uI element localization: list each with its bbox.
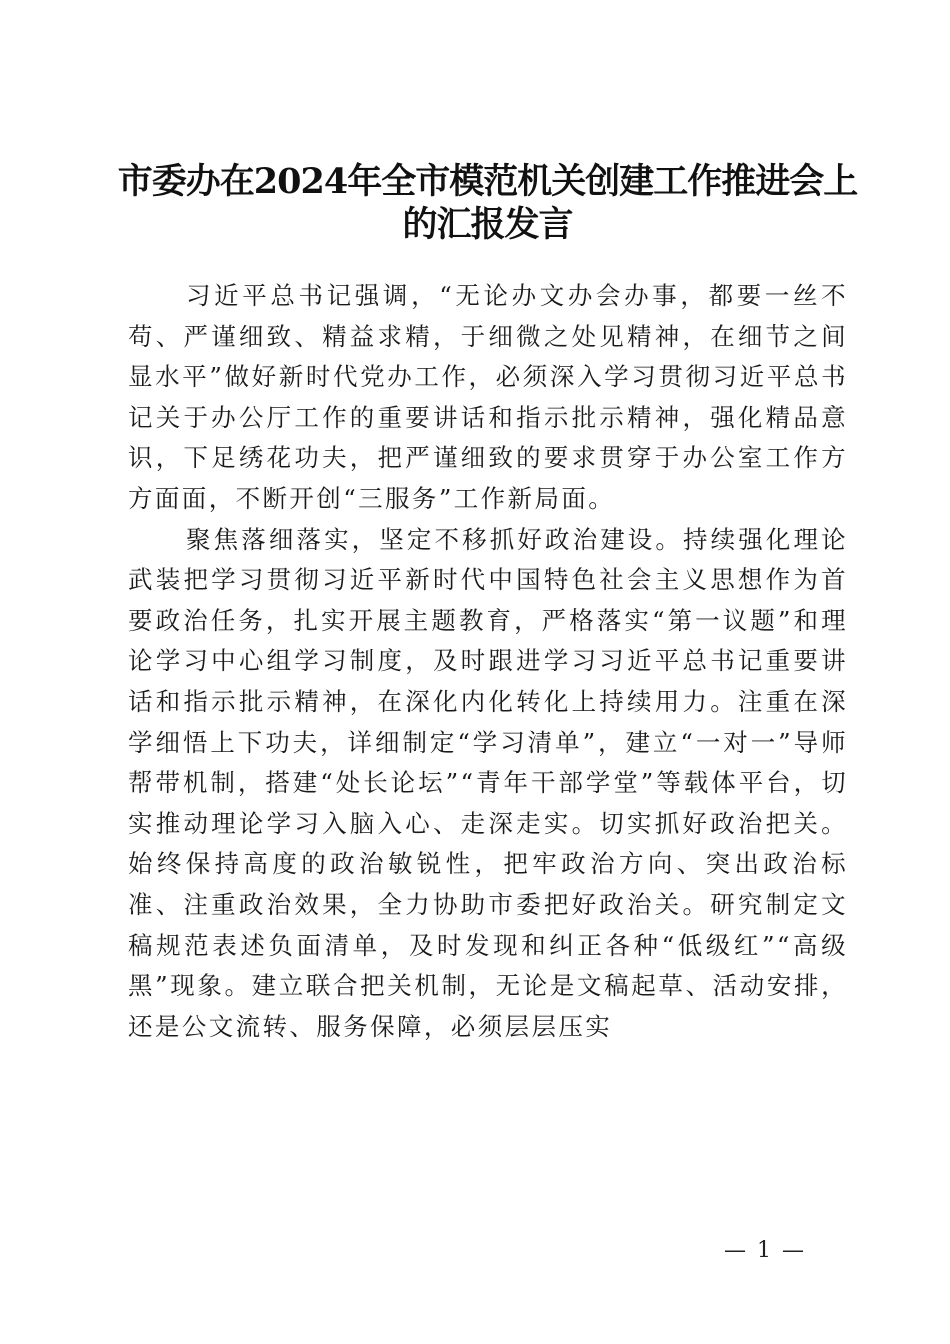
document-body — [128, 276, 848, 1047]
paragraph-intro: 习近平总书记强调，“无论办文办会办事，都要一丝不苟、严谨细致、精益求精，于细微之处见精神，在细节之间显水平”做好新时代党办工作，必须深入学习贯彻习近平总书记关于办公厅工作的重要讲话和指示批示精神，强化精品意识，下足绣花功夫，把严谨细致的要求贯穿于办公室工作方方面面，不断开创“三服务”工作新局面。 — [128, 281, 848, 513]
page-number: — 1 — — [724, 1238, 806, 1263]
document-title-line-2: 的汇报发言 — [402, 204, 573, 245]
document-title-line-1: 市委办在2024年全市模范机关创建工作推进会上 — [117, 161, 858, 202]
paragraph-political-building: 聚焦落细落实，坚定不移抓好政治建设。持续强化理论武装把学习贯彻习近平新时代中国特色社会主义思想作为首要政治任务，扎实开展主题教育，严格落实“第一议题”和理论学习中心组学习制度，及时跟进学习习近平总书记重要讲话和指示批示精神，在深化内化转化上持续用力。注重在深学细悟上下功夫，详细制定“学习清单”，建立“一对一”导师帮带机制，搭建“处长论坛”“青年干部学堂”等载体平台，切实推动理论学习入脑入心、走深走实。切实抓好政治把关。始终保持高度的政治敏锐性，把牢政治方向、突出政治标准、注重政治效果，全力协助市委把好政治关。研究制定文稿规范表述负面清单，及时发现和纠正各种“低级红”“高级黑”现象。建立联合把关机制，无论是文稿起草、活动安排，还是公文流转、服务保障，必须层层压实 — [128, 524, 848, 1041]
